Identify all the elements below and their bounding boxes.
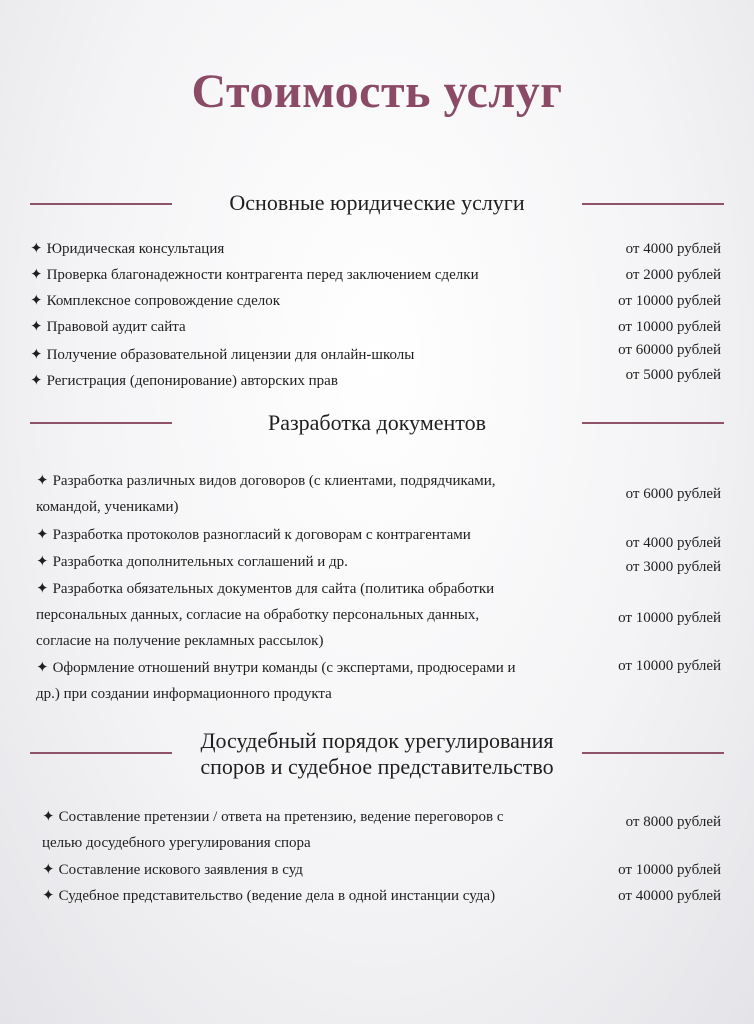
item-price: от 4000 рублей: [625, 241, 721, 257]
item-label-line: Разработка протоколов разногласий к договорам с контрагентами: [52, 527, 471, 543]
item-price: от 2000 рублей: [625, 267, 721, 283]
item-price: от 4000 рублей: [625, 535, 721, 551]
item-label: Проверка благонадежности контрагента перед заключением сделки: [46, 267, 479, 283]
item-label-line: Оформление отношений внутри команды (с экспертами, продюсерами и: [52, 660, 516, 676]
bullet-icon: ✦: [30, 293, 43, 309]
item-label-line: целью досудебного урегулирования спора: [42, 835, 311, 851]
item-price: от 6000 рублей: [625, 486, 721, 502]
section-title-line: Досудебный порядок урегулирования: [200, 728, 554, 753]
bullet-icon: ✦: [42, 888, 55, 904]
section-title: Разработка документов: [267, 410, 487, 435]
item-price: от 60000 рублей: [618, 342, 721, 358]
item-label-line: согласие на получение рекламных рассылок): [36, 633, 324, 649]
item-price: от 10000 рублей: [618, 293, 721, 309]
item-label-line: др.) при создании информационного продукта: [36, 686, 332, 702]
bullet-icon: ✦: [30, 373, 43, 389]
page-title: Стоимость услуг: [191, 65, 563, 118]
bullet-icon: ✦: [30, 347, 43, 363]
bullet-icon: ✦: [30, 267, 43, 283]
bullet-icon: ✦: [30, 319, 43, 335]
bullet-icon: ✦: [42, 862, 55, 878]
bullet-icon: ✦: [36, 554, 49, 570]
item-price: от 10000 рублей: [618, 319, 721, 335]
item-label-line: Разработка дополнительных соглашений и др.: [52, 554, 348, 570]
item-price: от 5000 рублей: [625, 367, 721, 383]
bullet-icon: ✦: [36, 581, 49, 597]
bullet-icon: ✦: [36, 527, 49, 543]
item-price: от 3000 рублей: [625, 559, 721, 575]
item-price: от 10000 рублей: [618, 658, 721, 674]
item-price: от 10000 рублей: [618, 610, 721, 626]
item-label: Юридическая консультация: [46, 241, 225, 257]
item-label: Правовой аудит сайта: [46, 319, 186, 335]
bullet-icon: ✦: [36, 473, 49, 489]
item-label-line: Составление претензии / ответа на претензию, ведение переговоров с: [58, 809, 504, 825]
item-label-line: Составление искового заявления в суд: [58, 862, 303, 878]
item-label: Получение образовательной лицензии для онлайн-школы: [46, 347, 415, 363]
section-title: Основные юридические услуги: [229, 190, 525, 215]
item-label-line: Судебное представительство (ведение дела в одной инстанции суда): [58, 888, 496, 904]
item-label-line: Разработка различных видов договоров (с клиентами, подрядчиками,: [52, 473, 496, 489]
item-price: от 8000 рублей: [625, 814, 721, 830]
item-label: Комплексное сопровождение сделок: [46, 293, 281, 309]
item-label-line: Разработка обязательных документов для сайта (политика обработки: [52, 581, 495, 597]
bullet-icon: ✦: [42, 809, 55, 825]
bullet-icon: ✦: [36, 660, 49, 676]
item-price: от 10000 рублей: [618, 862, 721, 878]
item-label-line: персональных данных, согласие на обработку персональных данных,: [36, 607, 480, 623]
item-label: Регистрация (депонирование) авторских прав: [46, 373, 338, 389]
section-title-line: споров и судебное представительство: [200, 754, 554, 779]
item-label-line: командой, учениками): [36, 499, 179, 515]
bullet-icon: ✦: [30, 241, 43, 257]
item-price: от 40000 рублей: [618, 888, 721, 904]
